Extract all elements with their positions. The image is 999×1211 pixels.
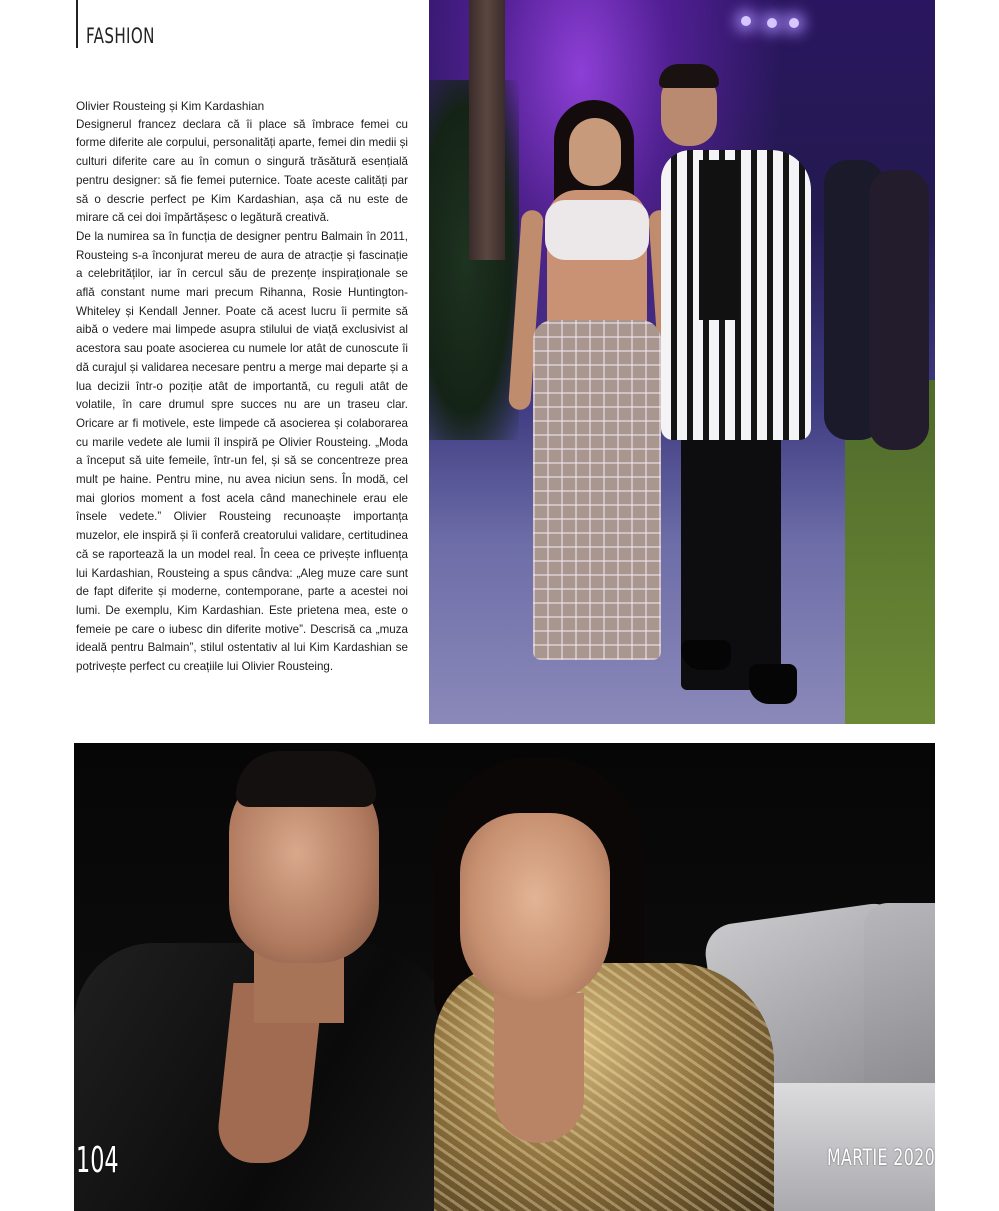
photo-woman-skirt [533, 320, 661, 660]
photo-man-hair [659, 64, 719, 88]
photo-woman-face [460, 813, 610, 1003]
photo-bystander [869, 170, 929, 450]
photo-man-shirt [699, 160, 739, 320]
photo-couple-terrace [429, 0, 935, 724]
photo-palm-trunk [469, 0, 505, 260]
photo-woman-top [545, 200, 649, 260]
photo-woman-face [569, 118, 621, 186]
stage-light [741, 16, 751, 26]
issue-date: MARTIE 2020 [826, 1146, 935, 1171]
section-label: FASHION [86, 24, 155, 48]
article-paragraph-1: Designerul francez declara că îi place să îmbrace femei cu forme diferite ale corpului, personalități aparte, femei din medii și culturi diferite care au în comun o singură trăsătură esențială pentru designer: să fie femei puternice. Toate aceste calități par să o descrie perfect pe Kim Kardashian, așa că nu este de mirare că cei doi împărtășesc o legătură creativă. [76, 117, 408, 225]
photo-woman-neckline [494, 993, 584, 1143]
section-divider [76, 0, 78, 48]
page-number: 104 [76, 1140, 119, 1181]
photo-man-boot [749, 664, 797, 704]
stage-light [789, 18, 799, 28]
stage-light [767, 18, 777, 28]
article-body [76, 97, 408, 677]
article-paragraph-2: De la numirea sa în funcția de designer pentru Balmain în 2011, Rousteing s-a înconjurat mereu de aura de atracție și fascinație a celebrităților, iar în cercul său de prezențe inspiraționale se află constant nume mari precum Rihanna, Rosie Huntington-Whiteley și Kendall Jenner. Poate că acest lucru îi permite să aibă o vedere mai limpede asupra stilului de viață exclusivist al acestora sau poate asocierea cu numele lor atât de cunoscute îi dă curajul și validarea necesare pentru a merge mai departe și a lua decizii într-o poziție atât de importantă, cu reguli atât de volatile, în care drumul spre succes nu are un traseu clar. Oricare ar fi motivele, este limpede că asocierea și colaborarea cu marile vedete ale lumii îl inspiră pe Olivier Rousteing. „Moda a început să uite femeile, într-un fel, și să se concentreze prea mult pe haine. Pentru mine, nu avea niciun sens. În modă, cel mai glorios moment a fost acela când manechinele erau ele însele vedete.” Olivier Rousteing recunoaște importanța muzelor, ele inspiră și îi conferă creatorului validare, certitudinea că se raportează la un model real. În ceea ce privește influența lui Kardashian, Rousteing a spus cândva: „Aleg muze care sunt de fapt diferite și moderne, contemporane, parte a acestei noi lumi. De exemplu, Kim Kardashian. Este prietena mea, este o femeie pe care o iubesc din diferite motive”. Descrisă ca „muza ideală pentru Balmain”, stilul ostentativ al lui Kim Kardashian se potrivește perfect cu creațiile lui Olivier Rousteing. [76, 229, 408, 674]
photo-woman-dress [434, 963, 774, 1211]
photo-man-boot [681, 640, 731, 670]
photo-couple-closeup [74, 743, 935, 1211]
photo-man-hair [236, 751, 376, 807]
article-heading: Olivier Rousteing și Kim Kardashian [76, 99, 265, 113]
